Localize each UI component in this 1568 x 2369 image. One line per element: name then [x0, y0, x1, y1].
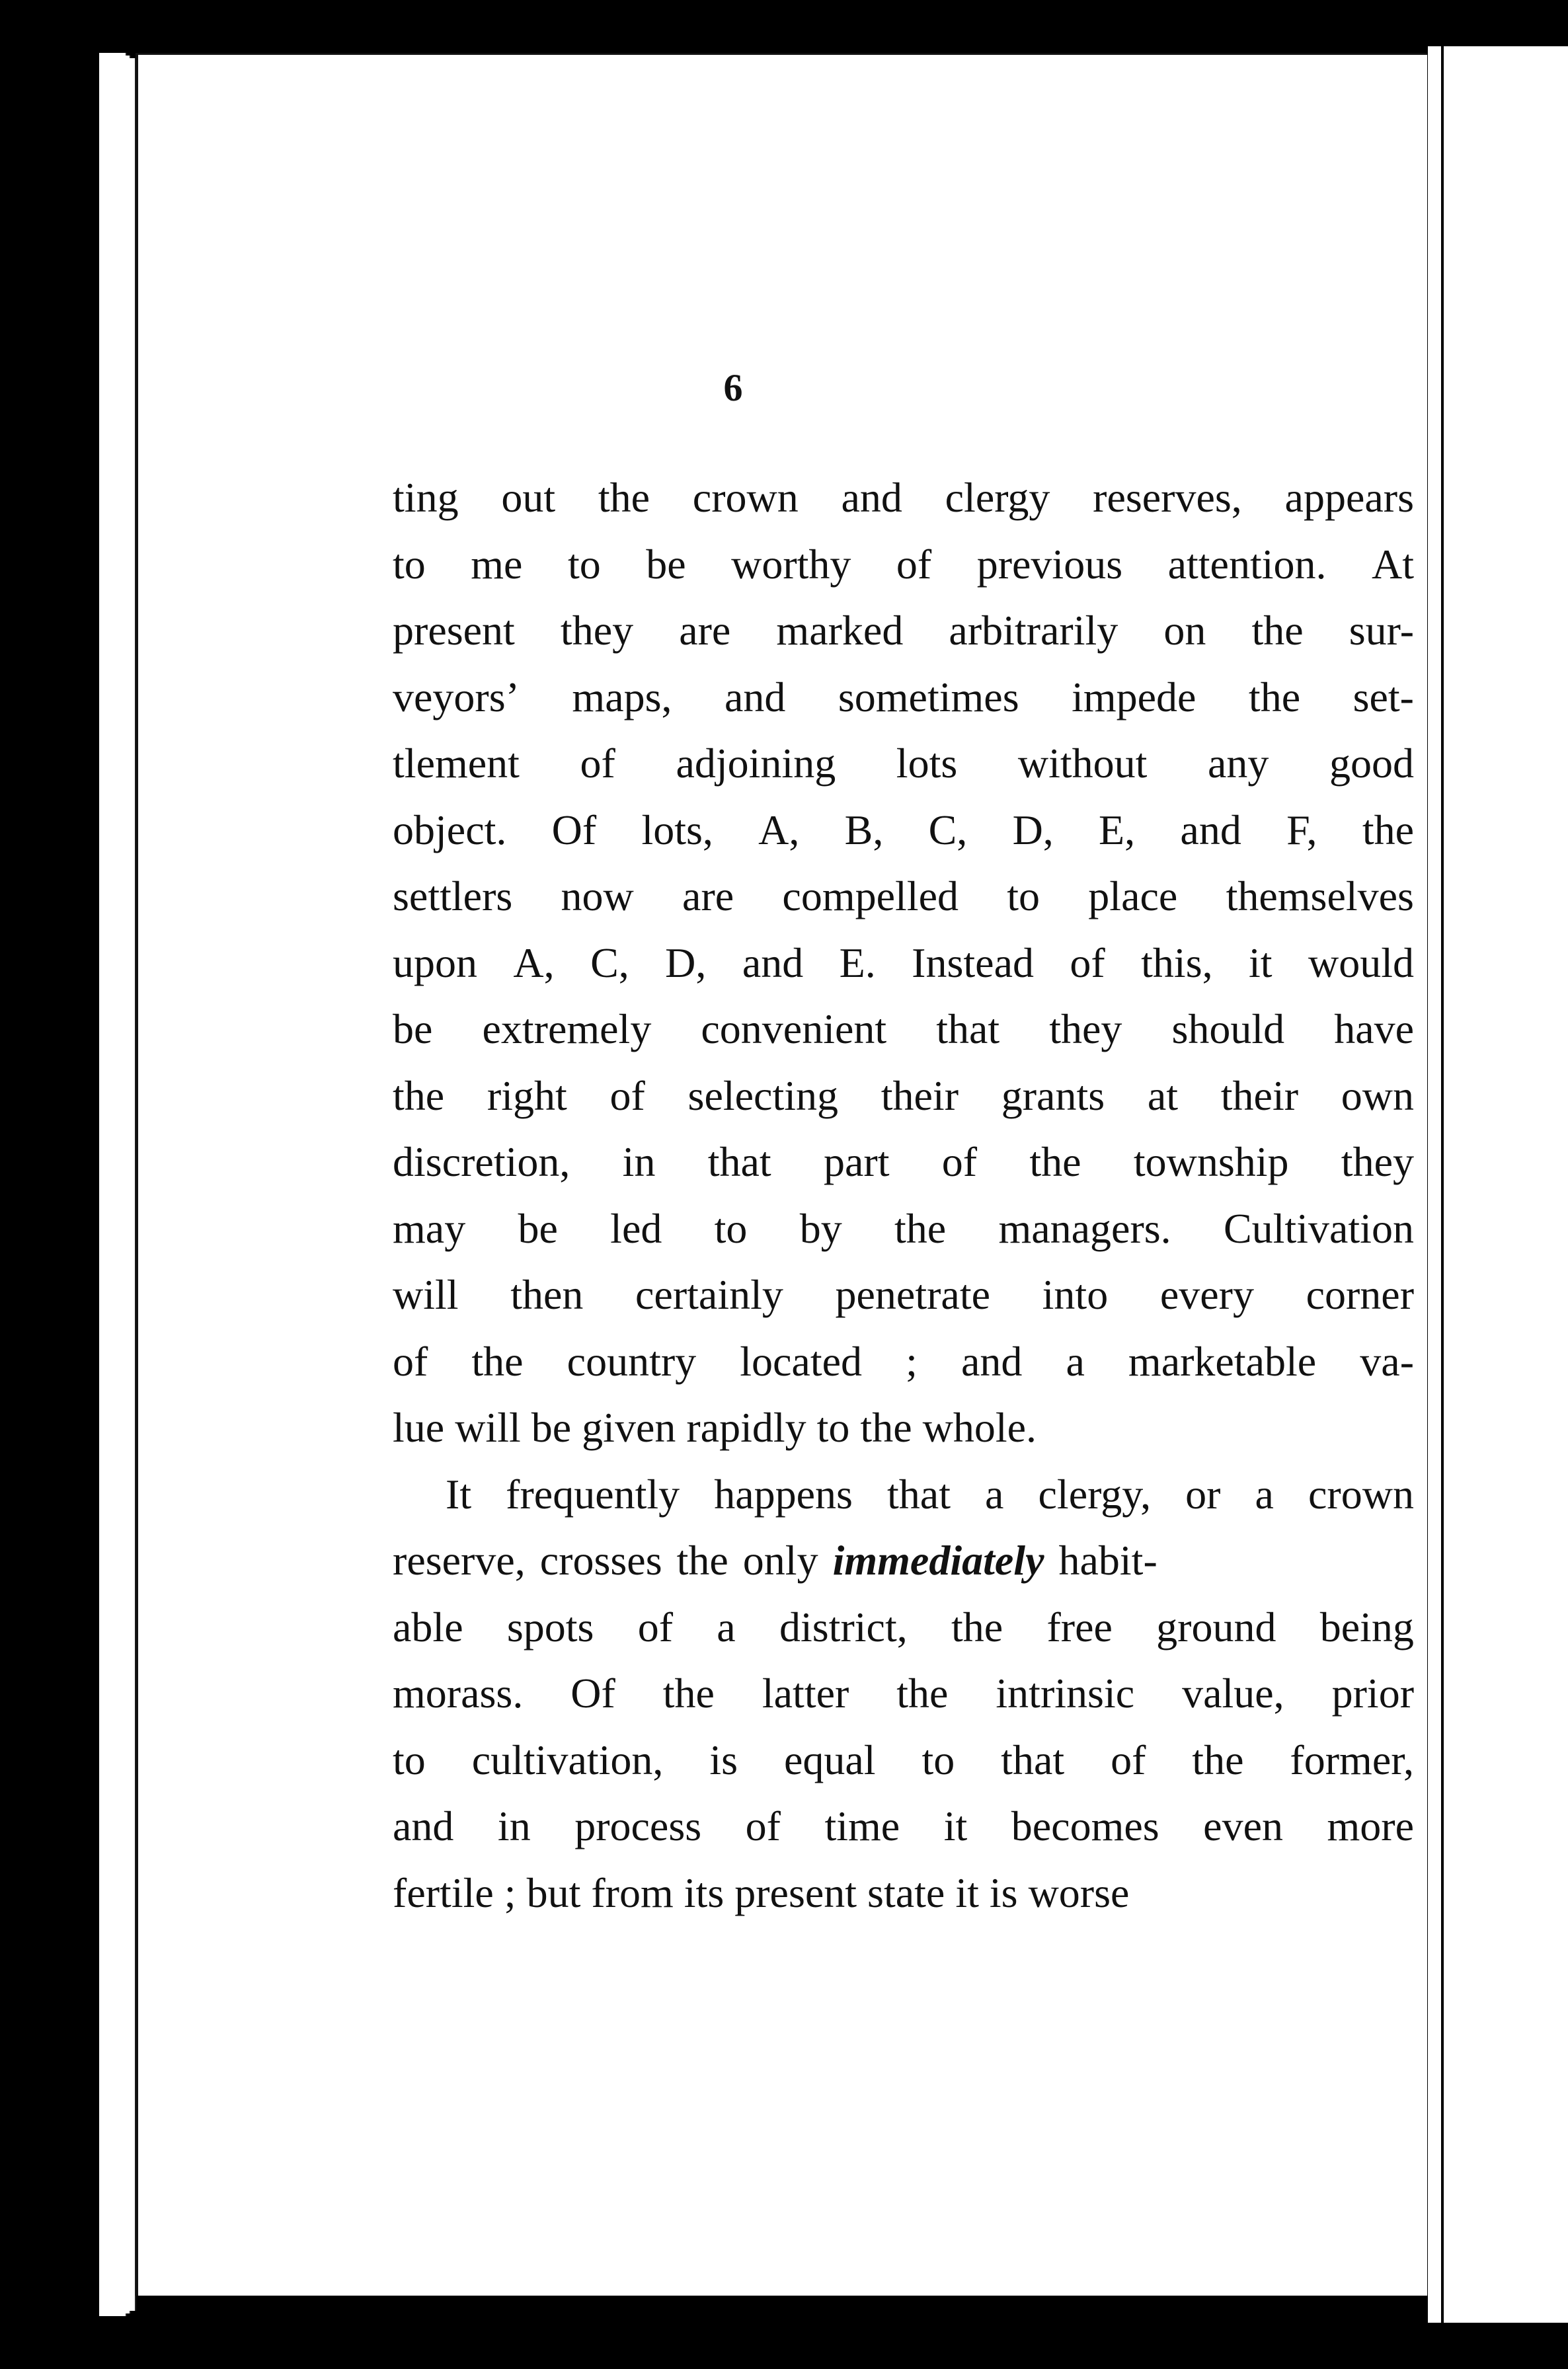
- word: the: [471, 1337, 524, 1385]
- word: value,: [1182, 1670, 1284, 1717]
- text-segment: fertile ; but from its present state it is worse: [393, 1869, 1130, 1916]
- text-line: [393, 1063, 1414, 1130]
- word: of: [745, 1803, 781, 1849]
- word: a: [985, 1470, 1004, 1518]
- word: time: [824, 1803, 900, 1849]
- word: on: [1163, 607, 1206, 654]
- text-segment: reserve, crosses the only: [393, 1537, 833, 1584]
- word: even: [1203, 1803, 1283, 1849]
- word: township: [1133, 1138, 1289, 1185]
- word: the: [598, 474, 650, 521]
- word: selecting: [687, 1071, 838, 1119]
- word: district,: [779, 1603, 908, 1651]
- word: Of: [570, 1670, 615, 1717]
- word: that: [887, 1470, 951, 1518]
- text-segment: lue will be given rapidly to the whole.: [393, 1404, 1037, 1451]
- word: the: [1251, 607, 1304, 654]
- word: the: [1362, 806, 1414, 853]
- word: intrinsic: [996, 1670, 1135, 1717]
- word: becomes: [1011, 1803, 1159, 1849]
- text-line: [393, 1528, 1414, 1594]
- text-line: [393, 1727, 1414, 1794]
- text-line: [393, 996, 1414, 1063]
- word: to: [1007, 873, 1040, 919]
- word: the: [896, 1670, 949, 1717]
- word: lots: [896, 740, 958, 787]
- text-segment: habit-: [1044, 1537, 1157, 1584]
- word: C,: [928, 806, 968, 853]
- word: of: [637, 1603, 674, 1651]
- emphasis-word: immediately: [832, 1537, 1044, 1584]
- word: tlement: [393, 740, 520, 787]
- word: in: [622, 1138, 656, 1185]
- word: or: [1185, 1470, 1221, 1518]
- word: the: [894, 1204, 947, 1252]
- text-line: [393, 1660, 1414, 1727]
- word: convenient: [701, 1005, 887, 1052]
- word: process: [574, 1803, 702, 1849]
- word: the: [662, 1670, 715, 1717]
- word: to: [393, 1736, 426, 1783]
- word: B,: [844, 806, 884, 853]
- word: in: [497, 1803, 531, 1849]
- word: is: [709, 1736, 738, 1783]
- text-line: [393, 1860, 1414, 1927]
- word: right: [487, 1071, 567, 1119]
- word: that: [707, 1138, 771, 1185]
- word: reserves,: [1093, 474, 1242, 521]
- word: lots,: [641, 806, 713, 853]
- word: upon: [393, 939, 477, 986]
- text-line: [393, 930, 1414, 997]
- word: the: [1029, 1138, 1081, 1185]
- word: Of: [551, 806, 597, 853]
- word: themselves: [1226, 873, 1414, 919]
- word: compelled: [782, 873, 959, 919]
- text-line: [393, 1461, 1414, 1528]
- word: and: [960, 1337, 1023, 1385]
- word: be: [393, 1005, 433, 1052]
- word: place: [1088, 873, 1178, 919]
- word: A,: [758, 806, 800, 853]
- text-line: [393, 465, 1414, 531]
- word: into: [1042, 1271, 1109, 1318]
- word: at: [1147, 1071, 1179, 1119]
- word: this,: [1141, 939, 1213, 986]
- word: the: [951, 1603, 1003, 1651]
- word: of: [609, 1071, 645, 1119]
- text-line: [393, 1196, 1414, 1262]
- word: without: [1017, 740, 1148, 787]
- text-line: [393, 863, 1414, 930]
- word: out: [501, 474, 556, 521]
- word: penetrate: [835, 1271, 990, 1318]
- body-text: [393, 465, 1414, 1926]
- word: marketable: [1128, 1337, 1317, 1385]
- word: ;: [906, 1337, 918, 1385]
- word: country: [567, 1337, 697, 1385]
- word: the: [1192, 1736, 1244, 1783]
- word: it: [943, 1803, 968, 1849]
- facing-page-edge: [1428, 46, 1568, 2323]
- word: of: [896, 540, 932, 588]
- word: equal: [783, 1736, 876, 1783]
- page-edge: [119, 58, 136, 2311]
- word: previous: [976, 540, 1123, 588]
- word: object.: [393, 806, 507, 853]
- word: crown: [692, 474, 799, 521]
- word: ting: [393, 474, 459, 521]
- word: of: [1070, 939, 1105, 986]
- word: veyors’: [393, 673, 520, 720]
- word: latter: [762, 1670, 849, 1717]
- word: certainly: [635, 1271, 783, 1318]
- word: crown: [1308, 1470, 1414, 1518]
- word: Instead: [912, 939, 1034, 986]
- word: of: [393, 1337, 428, 1385]
- word: more: [1327, 1803, 1414, 1849]
- word: of: [941, 1138, 978, 1185]
- word: would: [1308, 939, 1414, 986]
- word: and: [724, 673, 786, 720]
- word: to: [567, 540, 601, 588]
- word: to: [714, 1204, 748, 1252]
- word: sur-: [1349, 607, 1414, 654]
- word: their: [881, 1071, 959, 1119]
- word: frequently: [506, 1470, 680, 1518]
- word: then: [510, 1271, 584, 1318]
- word: corner: [1306, 1271, 1414, 1318]
- word: be: [518, 1204, 558, 1252]
- word: to: [393, 540, 426, 588]
- word: attention.: [1167, 540, 1327, 588]
- word: any: [1208, 740, 1269, 787]
- text-line: [393, 1329, 1414, 1395]
- word: E,: [1099, 806, 1136, 853]
- word: good: [1329, 740, 1414, 787]
- word: A,: [513, 939, 555, 986]
- gutter-line: [1441, 46, 1444, 2323]
- word: settlers: [393, 873, 513, 919]
- word: a: [717, 1603, 736, 1651]
- word: their: [1220, 1071, 1299, 1119]
- word: own: [1341, 1071, 1414, 1119]
- word: me: [471, 540, 523, 588]
- word: the: [1248, 673, 1301, 720]
- word: clergy,: [1038, 1470, 1152, 1518]
- word: appears: [1284, 474, 1414, 521]
- word: va-: [1360, 1337, 1414, 1385]
- word: it: [1249, 939, 1273, 986]
- word: to: [921, 1736, 955, 1783]
- word: a: [1255, 1470, 1274, 1518]
- word: ground: [1156, 1603, 1276, 1651]
- word: by: [799, 1204, 842, 1252]
- word: every: [1159, 1271, 1254, 1318]
- word: they: [1049, 1005, 1122, 1052]
- word: being: [1319, 1603, 1414, 1651]
- word: former,: [1290, 1736, 1414, 1783]
- word: a: [1066, 1337, 1085, 1385]
- text-line: [393, 598, 1414, 664]
- word: At: [1372, 540, 1414, 588]
- word: extremely: [482, 1005, 652, 1052]
- word: are: [682, 873, 734, 919]
- text-line: [393, 797, 1414, 864]
- word: C,: [590, 939, 629, 986]
- text-line: [393, 1594, 1414, 1661]
- text-line: [393, 730, 1414, 797]
- word: and: [1180, 806, 1241, 853]
- word: located: [740, 1337, 863, 1385]
- word: D,: [665, 939, 707, 986]
- word: arbitrarily: [949, 607, 1118, 654]
- word: spots: [506, 1603, 594, 1651]
- word: sometimes: [838, 673, 1019, 720]
- text-line: [393, 1262, 1414, 1329]
- word: cultivation,: [471, 1736, 664, 1783]
- word: and: [393, 1803, 454, 1849]
- word: free: [1046, 1603, 1113, 1651]
- word: present: [393, 607, 515, 654]
- word: and: [742, 939, 804, 986]
- word: marked: [776, 607, 904, 654]
- word: Cultivation: [1223, 1204, 1414, 1252]
- word: have: [1334, 1005, 1414, 1052]
- word: worthy: [731, 540, 851, 588]
- book-page: [136, 53, 1427, 2296]
- word: morass.: [393, 1670, 524, 1717]
- word: of: [580, 740, 615, 787]
- word: maps,: [572, 673, 672, 720]
- word: discretion,: [393, 1138, 570, 1185]
- page-number: 6: [723, 366, 743, 409]
- word: adjoining: [676, 740, 836, 787]
- word: F,: [1286, 806, 1317, 853]
- text-line: [393, 531, 1414, 598]
- word: impede: [1072, 673, 1196, 720]
- word: D,: [1012, 806, 1054, 853]
- word: be: [646, 540, 686, 588]
- word: will: [393, 1271, 459, 1318]
- word: able: [393, 1603, 463, 1651]
- word: that: [936, 1005, 1000, 1052]
- word: the: [393, 1071, 445, 1119]
- word: that: [1001, 1736, 1065, 1783]
- word: grants: [1001, 1071, 1105, 1119]
- word: E.: [839, 939, 876, 986]
- word: set-: [1352, 673, 1414, 720]
- word: clergy: [945, 474, 1050, 521]
- word: It: [446, 1470, 472, 1518]
- text-line: [393, 1129, 1414, 1196]
- word: led: [610, 1204, 662, 1252]
- text-line: [393, 1793, 1414, 1860]
- word: happens: [714, 1470, 853, 1518]
- word: should: [1171, 1005, 1285, 1052]
- text-line: [393, 664, 1414, 731]
- word: managers.: [998, 1204, 1171, 1252]
- word: they: [1341, 1138, 1414, 1185]
- word: they: [560, 607, 634, 654]
- word: prior: [1331, 1670, 1414, 1717]
- word: of: [1111, 1736, 1146, 1783]
- word: now: [561, 873, 634, 919]
- word: may: [393, 1204, 466, 1252]
- word: and: [841, 474, 902, 521]
- word: part: [823, 1138, 890, 1185]
- word: are: [679, 607, 731, 654]
- text-line: [393, 1395, 1414, 1461]
